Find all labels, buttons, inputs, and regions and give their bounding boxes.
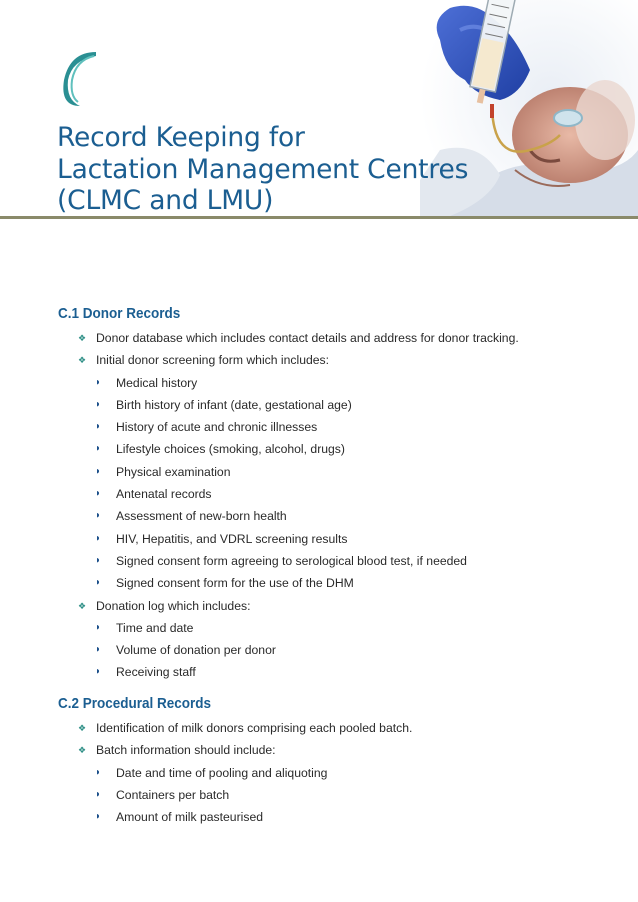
list-item-text: Assessment of new-born health [116,509,287,524]
list-item-text: Initial donor screening form which includes: [96,353,330,368]
list-item-text: Date and time of pooling and aliquoting [116,765,328,780]
half-circle-bullet-icon: ◗ [95,766,102,778]
section-heading: C.1 Donor Records [58,305,181,322]
sub-list-item [0,505,638,527]
list-item-text: Antenatal records [116,487,212,502]
sub-list-item [0,483,638,505]
sub-list-item [0,639,638,661]
half-circle-bullet-icon: ◗ [95,811,102,823]
list-item [0,349,638,371]
half-circle-bullet-icon: ◗ [95,398,102,410]
sub-list-item [0,528,638,550]
sub-list-item [0,372,638,394]
list-item-text: HIV, Hepatitis, and VDRL screening results [116,531,348,546]
sub-list-item [0,617,638,639]
sub-list-item [0,784,638,806]
page-title [57,122,468,217]
list-item-text: Medical history [116,375,198,390]
list-item-text: Time and date [116,620,194,635]
half-circle-bullet-icon: ◗ [95,644,102,656]
title-divider [0,216,638,219]
section-heading: C.2 Procedural Records [58,695,212,712]
diamond-bullet-icon: ❖ [78,745,87,756]
list-item-text: Signed consent form for the use of the DHM [116,576,354,591]
sub-list-item [0,806,638,828]
half-circle-bullet-icon: ◗ [95,554,102,566]
list-item [0,327,638,349]
diamond-bullet-icon: ❖ [78,355,87,366]
half-circle-bullet-icon: ◗ [95,488,102,500]
half-circle-bullet-icon: ◗ [95,376,102,388]
chapter-letter-logo [56,46,100,112]
sub-list-item [0,461,638,483]
half-circle-bullet-icon: ◗ [95,666,102,678]
list-item-text: Volume of donation per donor [116,643,276,658]
sub-list-item [0,762,638,784]
list-item-text: Lifestyle choices (smoking, alcohol, drugs) [116,442,345,457]
list-item-text: Batch information should include: [96,743,276,758]
half-circle-bullet-icon: ◗ [95,532,102,544]
sub-list-item [0,572,638,594]
list-item-text: Donation log which includes: [96,598,251,613]
page-title-line: Record Keeping for [57,122,305,153]
page-title-line: (CLMC and LMU) [57,185,274,216]
half-circle-bullet-icon: ◗ [95,788,102,800]
procedural-records-list [0,717,638,828]
list-item [0,595,638,617]
list-item-text: Receiving staff [116,665,196,680]
list-item-text: Birth history of infant (date, gestational age) [116,397,352,412]
sub-list-item [0,438,638,460]
list-item-text: Physical examination [116,464,231,479]
diamond-bullet-icon: ❖ [78,600,87,611]
list-item-text: Containers per batch [116,787,230,802]
sub-list-item [0,416,638,438]
list-item-text: Donor database which includes contact details and address for donor tracking. [96,331,519,345]
half-circle-bullet-icon: ◗ [95,510,102,522]
diamond-bullet-icon: ❖ [78,723,87,733]
half-circle-bullet-icon: ◗ [95,443,102,455]
half-circle-bullet-icon: ◗ [95,621,102,633]
half-circle-bullet-icon: ◗ [95,465,102,477]
list-item-text: Identification of milk donors comprising each pooled batch. [96,721,413,735]
diamond-bullet-icon: ❖ [78,333,87,343]
donor-records-list [0,327,638,684]
list-item-text: Signed consent form agreeing to serological blood test, if needed [116,553,467,568]
list-item [0,739,638,761]
list-item [0,717,638,739]
list-item-text: History of acute and chronic illnesses [116,420,318,435]
half-circle-bullet-icon: ◗ [95,577,102,589]
sub-list-item [0,550,638,572]
page-title-line: Lactation Management Centres [57,153,469,185]
sub-list-item [0,661,638,683]
list-item-text: Amount of milk pasteurised [116,810,263,825]
sub-list-item [0,394,638,416]
half-circle-bullet-icon: ◗ [95,421,102,433]
